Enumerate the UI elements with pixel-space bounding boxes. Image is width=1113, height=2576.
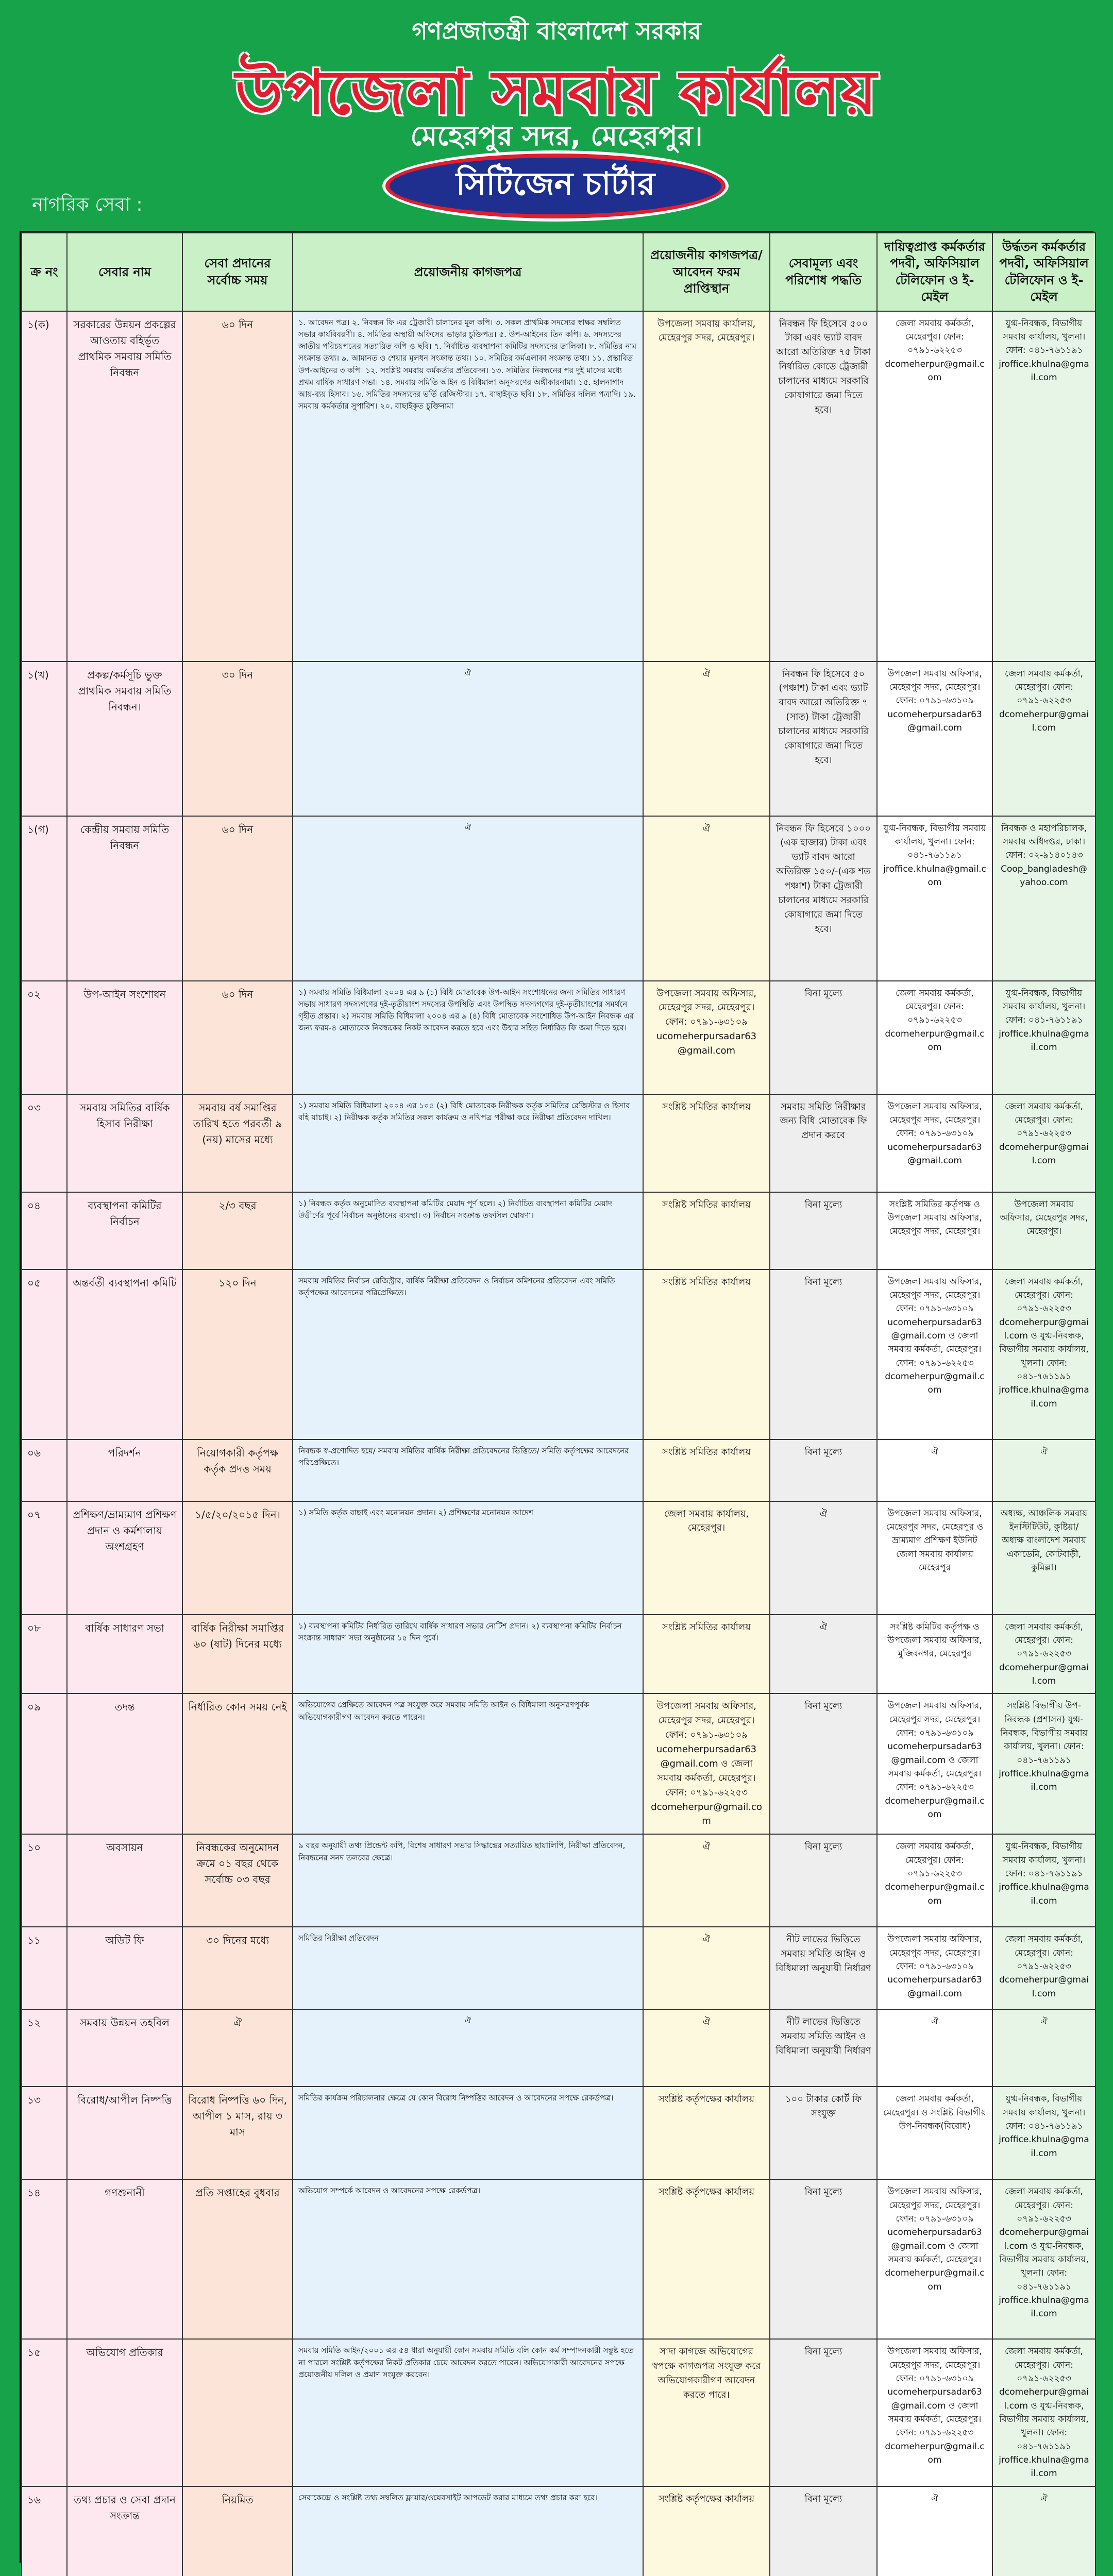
- cell-officer: জেলা সমবায় কর্মকর্তা, মেহেরপুর। ফোন: ০৭৯১-৬২২৫৩ dcomeherpur@gmail.com: [877, 981, 992, 1094]
- cell-place: ঐ: [643, 816, 770, 981]
- table-row: [22, 1269, 1095, 1439]
- table-row: [22, 2339, 1095, 2486]
- table-row: [22, 1501, 1095, 1615]
- cell-sl: ১১: [22, 1927, 67, 2009]
- cell-superior: জেলা সমবায় কর্মকর্তা, মেহেরপুর। ফোন: ০৭৯১-৬২২৫৩ dcomeherpur@gmail.com ও যুগ্ম-নিবন্ধক, বিভাগীয় সমবায় কার্যালয়, খুলনা। ফোন: ০৪১-৭৬১১৯১ jrofficе.khulna@gmail.com: [992, 2179, 1095, 2339]
- cell-superior: জেলা সমবায় কর্মকর্তা, মেহেরপুর। ফোন: ০৭৯১-৬২২৫৩ dcomeherpur@gmail.com ও যুগ্ম-নিবন্ধক, বিভাগীয় সমবায় কার্যালয়, খুলনা। ফোন: ০৪১-৭৬১১৯১ jrofficе.khulna@gmail.com: [992, 1269, 1095, 1439]
- table-row: [22, 662, 1095, 816]
- cell-name: প্রকল্প/কর্মসূচি ভুক্ত প্রাথমিক সমবায় সমিতি নিবন্ধন।: [67, 662, 182, 816]
- table-row: [22, 2087, 1095, 2179]
- cell-officer: সংশ্লিষ্ট কমিটির কর্তৃপক্ষ ও উপজেলা সমবায় অফিসার, মুজিবনগর, মেহেরপুর: [877, 1615, 992, 1694]
- cell-fee: সমবায় সমিতি নিরীক্ষার জন্য বিধি মোতাবেক ফি প্রদান করবে: [770, 1094, 877, 1192]
- cell-fee: বিনা মূল্যে: [770, 2179, 877, 2339]
- cell-fee: বিনা মূল্যে: [770, 2486, 877, 2576]
- cell-place: ঐ: [643, 662, 770, 816]
- cell-sl: ১৪: [22, 2179, 67, 2339]
- cell-docs: অভিযোগ সম্পর্কে আবেদন ও আবেদনের সপক্ষে রেকর্ডপত্র।: [293, 2179, 643, 2339]
- cell-superior: যুগ্ম-নিবন্ধক, বিভাগীয় সমবায় কার্যালয়, খুলনা। ফোন: ০৪১-৭৬১১৯১ jrofficе.khulna@gmail.com: [992, 2087, 1095, 2179]
- cell-superior: উপজেলা সমবায় অফিসার, মেহেরপুর সদর, মেহেরপুর।: [992, 1192, 1095, 1269]
- cell-superior: নিবন্ধক ও মহাপরিচালক, সমবায় অধিদপ্তর, ঢাকা। ফোন: ০২-৯১৪০১৪৩ Coop_bangladesh@ yahoo.com: [992, 816, 1095, 981]
- cell-sl: ১৬: [22, 2486, 67, 2576]
- cell-docs: ঐ: [293, 816, 643, 981]
- cell-sl: ১(গ): [22, 816, 67, 981]
- cell-superior: জেলা সমবায় কর্মকর্তা, মেহেরপুর। ফোন: ০৭৯১-৬২২৫৩ dcomeherpur@gmail.com: [992, 1094, 1095, 1192]
- cell-place: উপজেলা সমবায় অফিসার, মেহেরপুর সদর, মেহেরপুর। ফোন: ০৭৯১-৬৩১০৯ ucomeherpursadar63 @gmail.com ও জেলা সমবায় কর্মকর্তা, মেহেরপুর। ফোন: ০৭৯১-৬২২৫৩ dcomeherpur@gmail.com: [643, 1693, 770, 1834]
- cell-time: ৩০ দিনের মধ্যে: [182, 1927, 293, 2009]
- cell-docs: ঐ: [293, 662, 643, 816]
- table-row: [22, 311, 1095, 662]
- cell-docs: নিবন্ধক স্ব-প্রণোদিত হয়ে/ সমবায় সমিতির বার্ষিক নিরীক্ষা প্রতিবেদনের ভিত্তিতে/ সমিতি কর্তৃপক্ষের আবেদনের পরিপ্রেক্ষিতে।: [293, 1439, 643, 1501]
- cell-fee: বিনা মূল্যে: [770, 2339, 877, 2486]
- header-fee-method: সেবামূল্য এবং পরিশোধ পদ্ধতি: [770, 233, 877, 311]
- cell-officer: জেলা সমবায় কর্মকর্তা, মেহেরপুর। ও সংশ্লিষ্ট বিভাগীয় উপ-নিবন্ধক(বিরোধ): [877, 2087, 992, 2179]
- citizen-service-label: নাগরিক সেবা :: [32, 194, 143, 215]
- cell-place: ঐ: [643, 1834, 770, 1927]
- cell-place: সংশ্লিষ্ট সমিতির কার্যালয়: [643, 1094, 770, 1192]
- cell-sl: ০৬: [22, 1439, 67, 1501]
- table-body: [22, 311, 1095, 2576]
- cell-superior: জেলা সমবায় কর্মকর্তা, মেহেরপুর। ফোন: ০৭৯১-৬২২৫৩ dcomeherpur@gmail.com: [992, 1927, 1095, 2009]
- cell-time: [182, 2339, 293, 2486]
- cell-sl: ১(ক): [22, 311, 67, 662]
- cell-time: নিয়মিত: [182, 2486, 293, 2576]
- cell-fee: নিবন্ধন ফি হিসেবে ৫০ (পঞ্চাশ) টাকা এবং ভ্যাট বাবদ আরো অতিরিক্ত ৭ (সাত) টাকা ট্রেজারী চালানের মাধ্যমে সরকারি কোষাগারে জমা দিতে হবে।: [770, 662, 877, 816]
- cell-superior: ঐ: [992, 1439, 1095, 1501]
- cell-superior: সংশ্লিষ্ট বিভাগীয় উপ-নিবন্ধক (প্রশাসন) যুগ্ম-নিবন্ধক, বিভাগীয় সমবায় কার্যালয়, খুলনা। ফোন: ০৪১-৭৬১১৯১ jrofficе.khulna@gmail.com: [992, 1693, 1095, 1834]
- cell-time: নিবন্ধকের অনুমোদন ক্রমে ০১ বছর থেকে সর্বোচ্চ ০৩ বছর: [182, 1834, 293, 1927]
- cell-officer: উপজেলা সমবায় অফিসার, মেহেরপুর সদর, মেহেরপুর। ফোন: ০৭৯১-৬৩১০৯ ucomeherpursadar63 @gmail.com: [877, 1927, 992, 2009]
- table-row: [22, 1094, 1095, 1192]
- cell-docs: অভিযোগের প্রেক্ষিতে আবেদন পত্র সংযুক্ত করে সমবায় সমিতি আইন ও বিধিমালা অনুসরণপূর্বক অভিযোগকারীগণ আবেদন করতে পারেন।: [293, 1693, 643, 1834]
- cell-officer: জেলা সমবায় কর্মকর্তা, মেহেরপুর। ফোন: ০৭৯১-৬২২৫৩ dcomeherpur@gmail.com: [877, 1834, 992, 1927]
- cell-place: সংশ্লিষ্ট সমিতির কার্যালয়: [643, 1192, 770, 1269]
- cell-sl: ০৭: [22, 1501, 67, 1615]
- table-row: [22, 2009, 1095, 2087]
- cell-docs: সমবায় সমিতি আইন/২০০১ এর ৫৪ ধারা অনুযায়ী কোন সমবায় সমিতি বলি কোন কর্ম সম্পাদনকারী সন্তুষ্ট হতে না পারলে সংশ্লিষ্ট কর্তৃপক্ষের নিকট প্রতিকার চেয়ে আবেদন করতে পারেন। অভিযোগকারী আবেদনের সপক্ষে প্রয়োজনীয় দলিল ও প্রমাণ সংযুক্ত করবেন।: [293, 2339, 643, 2486]
- cell-time: ১/৫/২০/২০১৫ দিন।: [182, 1501, 293, 1615]
- cell-name: অডিট ফি: [67, 1927, 182, 2009]
- charter-table-container: [20, 231, 1093, 2563]
- cell-place: সংশ্লিষ্ট কর্তৃপক্ষের কার্যালয়: [643, 2087, 770, 2179]
- cell-officer: উপজেলা সমবায় অফিসার, মেহেরপুর সদর, মেহেরপুর। ফোন: ০৭৯১-৬৩১০৯ ucomeherpursadar63 @gmail.com: [877, 1094, 992, 1192]
- citizen-charter-badge: [385, 154, 726, 218]
- cell-place: উপজেলা সমবায় কার্যালয়, মেহেরপুর সদর, মেহেরপুর।: [643, 311, 770, 662]
- cell-officer: সংশ্লিষ্ট সমিতির কর্তৃপক্ষ ও উপজেলা সমবায় অফিসার, মেহেরপুর সদর, মেহেরপুর।: [877, 1192, 992, 1269]
- cell-name: বিরোধ/আপীল নিষ্পত্তি: [67, 2087, 182, 2179]
- cell-time: ৬০ দিন: [182, 981, 293, 1094]
- cell-place: সংশ্লিষ্ট সমিতির কার্যালয়: [643, 1439, 770, 1501]
- cell-officer: ঐ: [877, 1439, 992, 1501]
- cell-time: প্রতি সপ্তাহের বুধবার: [182, 2179, 293, 2339]
- govt-title: গণপ্রজাতন্ত্রী বাংলাদেশ সরকার: [412, 17, 701, 45]
- table-header-row: [22, 233, 1095, 311]
- cell-officer: উপজেলা সমবায় অফিসার, মেহেরপুর সদর, মেহেরপুর। ফোন: ০৭৯১-৬৩১০৯ ucomeherpursadar63 @gmail.com ও জেলা সমবায় কর্মকর্তা, মেহেরপুর। dcomeherpur@gmail.com: [877, 2179, 992, 2339]
- cell-superior: ঐ: [992, 2009, 1095, 2087]
- cell-fee: ঐ: [770, 1501, 877, 1615]
- cell-fee: নিবন্ধন ফি হিসেবে ১০০০ (এক হাজার) টাকা এবং ভ্যাট বাবদ আরো অতিরিক্ত ১৫০/-(এক শত পঞ্চাশ) টাকা ট্রেজারী চালানের মাধ্যমে সরকারি কোষাগারে জমা দিতে হবে।: [770, 816, 877, 981]
- cell-fee: নিবন্ধন ফি হিসেবে ৫০০ টাকা এবং ভ্যাট বাবদ আরো অতিরিক্ত ৭৫ টাকা নির্ধারিত কোডে ট্রেজারী চালানের মাধ্যমে সরকারি কোষাগারে জমা দিতে হবে।: [770, 311, 877, 662]
- cell-name: কেন্দ্রীয় সমবায় সমিতি নিবন্ধন: [67, 816, 182, 981]
- cell-place: সংশ্লিষ্ট কর্তৃপক্ষের কার্যালয়: [643, 2179, 770, 2339]
- cell-sl: ০২: [22, 981, 67, 1094]
- cell-docs: ১) সমবায় সমিতি বিধিমালা ২০০৪ এর ১০৫ (২) বিধি মোতাবেক নিরীক্ষক কর্তৃক সমিতির রেজিস্টার ও হিসাব বহি যাচাই। ২) নিরীক্ষক কর্তৃক সমিতির সকল কার্যক্রম ও নথিপত্র পরীক্ষা করে নিরীক্ষা প্রতিবেদন দাখিল।: [293, 1094, 643, 1192]
- cell-sl: ১২: [22, 2009, 67, 2087]
- cell-place: ঐ: [643, 1927, 770, 2009]
- cell-time: বিরোধ নিষ্পত্তি ৬০ দিন, আপীল ১ মাস, রায় ৩ মাস: [182, 2087, 293, 2179]
- cell-superior: জেলা সমবায় কর্মকর্তা, মেহেরপুর। ফোন: ০৭৯১-৬২২৫৩ dcomeherpur@gmail.com ও যুগ্ম-নিবন্ধক, বিভাগীয় সমবায় কার্যালয়, খুলনা। ফোন: ০৪১-৭৬১১৯১ jrofficе.khulna@gmail.com: [992, 2339, 1095, 2486]
- cell-name: তদন্ত: [67, 1693, 182, 1834]
- cell-superior: যুগ্ম-নিবন্ধক, বিভাগীয় সমবায় কার্যালয়, খুলনা। ফোন: ০৪১-৭৬১১৯১ jrofficе.khulna@gmail.com: [992, 1834, 1095, 1927]
- cell-sl: ১(খ): [22, 662, 67, 816]
- cell-name: উপ-আইন সংশোধন: [67, 981, 182, 1094]
- cell-officer: ঐ: [877, 2486, 992, 2576]
- header-form-source: প্রয়োজনীয় কাগজপত্র/ আবেদন ফরম প্রাপ্তিস্থান: [643, 233, 770, 311]
- cell-place: জেলা সমবায় কার্যালয়, মেহেরপুর।: [643, 1501, 770, 1615]
- cell-superior: জেলা সমবায় কর্মকর্তা, মেহেরপুর। ফোন: ০৭৯১-৬২২৫৩ dcomeherpur@gmail.com: [992, 662, 1095, 816]
- cell-officer: উপজেলা সমবায় অফিসার, মেহেরপুর সদর, মেহেরপুর ও ভ্রাম্যমাণ প্রশিক্ষণ ইউনিট জেলা সমবায় কার্যালয় মেহেরপুর: [877, 1501, 992, 1615]
- cell-docs: ঐ: [293, 2009, 643, 2087]
- header-responsible-officer: দায়িত্বপ্রাপ্ত কর্মকর্তার পদবী, অফিসিয়াল টেলিফোন ও ই-মেইল: [877, 233, 992, 311]
- cell-fee: নীট লাভের ভিত্তিতে সমবায় সমিতি আইন ও বিধিমালা অনুযায়ী নির্ধারণ: [770, 1927, 877, 2009]
- cell-fee: বিনা মূল্যে: [770, 1269, 877, 1439]
- cell-fee: বিনা মূল্যে: [770, 1439, 877, 1501]
- citizen-charter-table: [21, 232, 1096, 2576]
- cell-superior: অধ্যক্ষ, আঞ্চলিক সমবায় ইনস্টিটিউট, কুষ্টিয়া/ অধ্যক্ষ বাংলাদেশ সমবায় একাডেমি, কোটবাড়ী, কুমিল্লা।: [992, 1501, 1095, 1615]
- cell-docs: ১. আবেদন পত্র। ২. নিবন্ধন ফি এর ট্রেজারী চালানের মূল কপি। ৩. সকল প্রাথমিক সদস্যের স্বাক্ষর সম্বলিত সভার কার্যবিবরণী। ৪. সমিতির অস্থায়ী অফিসের ভাড়ার চুক্তিপত্র। ৫. উপ-আইনের তিন কপি। ৬. সদস্যদের জাতীয় পরিচয়পত্রের সত্যায়িত কপি ও ছবি। ৭. নির্বাচিত ব্যবস্থাপনা কমিটির সদস্যদের তালিকা। ৮. সমিতির নাম সংক্রান্ত তথ্য। ৯. আমানত ও শেয়ার মূলধন সংক্রান্ত তথ্য। ১০. সমিতির কর্মএলাকা সংক্রান্ত তথ্য। ১১. প্রস্তাবিত উপ-আইনের ৩ কপি। ১২. সংশ্লিষ্ট সমবায় কর্মকর্তার প্রতিবেদন। ১৩. সমিতির নিবন্ধনের পর দুই মাসের মধ্যে প্রথম বার্ষিক সাধারণ সভা। ১৪. সমবায় সমিতি আইন ও বিধিমালা অনুসরণের অঙ্গীকারনামা। ১৫. হালনাগাদ আয়-ব্যয় হিসাব। ১৬. সমিতির সদস্যদের ভর্তি রেজিস্টার। ১৭. বাছাইকৃত ছবি। ১৮. সমিতির দলিল পত্রাদি। ১৯. সমবায় কর্মকর্তার সুপারিশ। ২০. বাছাইকৃত চুক্তিনামা: [293, 311, 643, 662]
- table-row: [22, 2486, 1095, 2576]
- table-row: [22, 1192, 1095, 1269]
- cell-time: নির্ধারিত কোন সময় নেই: [182, 1693, 293, 1834]
- cell-officer: জেলা সমবায় কর্মকর্তা, মেহেরপুর। ফোন: ০৭৯১-৬২২৫৩ dcomeherpur@gmail.com: [877, 311, 992, 662]
- cell-name: প্রশিক্ষণ/ভ্রাম্যমাণ প্রশিক্ষণ প্রদান ও কর্মশালায় অংশগ্রহণ: [67, 1501, 182, 1615]
- cell-place: সংশ্লিষ্ট কর্তৃপক্ষের কার্যালয়: [643, 2486, 770, 2576]
- cell-docs: সমবায় সমিতির নির্বাচন রেজিস্ট্রার, বার্ষিক নিরীক্ষা প্রতিবেদন ও নির্বাচন কমিশনের প্রতিবেদন এবং সমিতি কর্তৃপক্ষের আবেদনের পরিপ্রেক্ষিতে।: [293, 1269, 643, 1439]
- cell-docs: ১) সমবায় সমিতি বিধিমালা ২০০৪ এর ৯ (১) বিধি মোতাবেক উপ-আইন সংশোধনের জন্য সমিতির সাধারণ সভায় সাধারণ সদস্যগণের দুই-তৃতীয়াংশ সদস্যের উপস্থিতি এবং উপস্থিত সদস্যগণের দুই-তৃতীয়াংশের সমর্থনে গৃহীত প্রস্তাব। ২) সমবায় সমিতি বিধিমালা ২০০৪ এর ৯ (৪) বিধি মোতাবেক সংশোধিত উপ-আইন নিবন্ধক এর জন্য ফরম-৪ মোতাবেক নিবন্ধকের নিকট আবেদন করতে হবে এবং উহার সহিত নির্ধারিত ফি জমা দিতে হবে।: [293, 981, 643, 1094]
- cell-sl: ০৫: [22, 1269, 67, 1439]
- header-service-name: সেবার নাম: [67, 233, 182, 311]
- cell-time: ৩০ দিন: [182, 662, 293, 816]
- cell-sl: ০৮: [22, 1615, 67, 1694]
- cell-place: উপজেলা সমবায় অফিসার, মেহেরপুর সদর, মেহেরপুর। ফোন: ০৭৯১-৬৩১০৯ ucomeherpursadar63 @gmail.com: [643, 981, 770, 1094]
- cell-place: ঐ: [643, 2009, 770, 2087]
- cell-name: তথ্য প্রচার ও সেবা প্রদান সংক্রান্ত: [67, 2486, 182, 2576]
- cell-name: ব্যবস্থাপনা কমিটির নির্বাচন: [67, 1192, 182, 1269]
- cell-officer: উপজেলা সমবায় অফিসার, মেহেরপুর সদর, মেহেরপুর। ফোন: ০৭৯১-৬৩১০৯ ucomeherpursadar63 @gmail.com ও জেলা সমবায় কর্মকর্তা, মেহেরপুর। ফোন: ০৭৯১-৬২২৫৩ dcomeherpur@gmail.com: [877, 1693, 992, 1834]
- cell-time: ২/৩ বছর: [182, 1192, 293, 1269]
- cell-time: ৬০ দিন: [182, 311, 293, 662]
- cell-officer: উপজেলা সমবায় অফিসার, মেহেরপুর সদর, মেহেরপুর। ফোন: ০৭৯১-৬৩১০৯ ucomeherpursadar63 @gmail.com ও জেলা সমবায় কর্মকর্তা, মেহেরপুর। ফোন: ০৭৯১-৬২২৫৩ dcomeherpur@gmail.com: [877, 2339, 992, 2486]
- table-row: [22, 1693, 1095, 1834]
- header-max-time: সেবা প্রদানের সর্বোচ্চ সময়: [182, 233, 293, 311]
- table-row: [22, 816, 1095, 981]
- cell-name: সরকারের উন্নয়ন প্রকল্পের আওতায় বহির্ভূত প্রাথমিক সমবায় সমিতি নিবন্ধন: [67, 311, 182, 662]
- table-row: [22, 2179, 1095, 2339]
- office-location: মেহেরপুর সদর, মেহেরপুর।: [410, 120, 703, 152]
- cell-name: অবসায়ন: [67, 1834, 182, 1927]
- cell-time: নিয়োগকারী কর্তৃপক্ষ কর্তৃক প্রদত্ত সময়: [182, 1439, 293, 1501]
- table-row: [22, 1834, 1095, 1927]
- cell-time: ঐ: [182, 2009, 293, 2087]
- cell-sl: ১৩: [22, 2087, 67, 2179]
- cell-officer: উপজেলা সমবায় অফিসার, মেহেরপুর সদর, মেহেরপুর। ফোন: ০৭৯১-৬৩১০৯ ucomeherpursadar63 @gmail.com: [877, 662, 992, 816]
- table-row: [22, 1439, 1095, 1501]
- cell-name: অন্তর্বর্তী ব্যবস্থাপনা কমিটি: [67, 1269, 182, 1439]
- cell-superior: যুগ্ম-নিবন্ধক, বিভাগীয় সমবায় কার্যালয়, খুলনা। ফোন: ০৪১-৭৬১১৯১ jrofficе.khulna@gmail.com: [992, 981, 1095, 1094]
- table-row: [22, 981, 1095, 1094]
- header-superior-officer: উর্দ্ধতন কর্মকর্তার পদবী, অফিসিয়াল টেলিফোন ও ই-মেইল: [992, 233, 1095, 311]
- cell-name: বার্ষিক সাধারণ সভা: [67, 1615, 182, 1694]
- cell-name: গণশুনানী: [67, 2179, 182, 2339]
- header-required-docs: প্রয়োজনীয় কাগজপত্র: [293, 233, 643, 311]
- citizen-charter-title: সিটিজেন চার্টার: [456, 164, 655, 202]
- cell-time: সমবায় বর্ষ সমাপ্তির তারিখ হতে পরবর্তী ৯ (নয়) মাসের মধ্যে: [182, 1094, 293, 1192]
- cell-sl: ১০: [22, 1834, 67, 1927]
- cell-docs: সেবাকেন্দ্রে ও সংশ্লিষ্ট তথ্য সম্বলিত ফ্লায়ার/ওয়েবসাইট আপডেট করার মাধ্যমে তথ্য প্রচার করা হবে।: [293, 2486, 643, 2576]
- cell-officer: উপজেলা সমবায় অফিসার, মেহেরপুর সদর, মেহেরপুর। ফোন: ০৭৯১-৬৩১০৯ ucomeherpursadar63 @gmail.com ও জেলা সমবায় কর্মকর্তা, মেহেরপুর। ফোন: ০৭৯১-৬২২৫৩ dcomeherpur@gmail.com: [877, 1269, 992, 1439]
- cell-sl: ১৫: [22, 2339, 67, 2486]
- cell-docs: ১) নিবন্ধক কর্তৃক অনুমোদিত ব্যবস্থাপনা কমিটির মেয়াদ পূর্ণ হলে। ২) নির্বাচিত ব্যবস্থাপনা কমিটির মেয়াদ উত্তীর্ণের পূর্বে নির্বাচন অনুষ্ঠানের ব্যবস্থা। ৩) নির্বাচন সংক্রান্ত তফসিল ঘোষণা।: [293, 1192, 643, 1269]
- cell-name: পরিদর্শন: [67, 1439, 182, 1501]
- cell-place: সাদা কাগজে অভিযোগের স্বপক্ষে কাগজপত্র সংযুক্ত করে অভিযোগকারীগণ আবেদন করতে পারে।: [643, 2339, 770, 2486]
- cell-officer: যুগ্ম-নিবন্ধক, বিভাগীয় সমবায় কার্যালয়, খুলনা। ফোন: ০৪১-৭৬১১৯১ jrofficе.khulna@gmail.com: [877, 816, 992, 981]
- cell-time: বার্ষিক নিরীক্ষা সমাপ্তির ৬০ (ষাট) দিনের মধ্যে: [182, 1615, 293, 1694]
- cell-fee: বিনা মূল্যে: [770, 1834, 877, 1927]
- cell-docs: সমিতির কার্যক্রম পরিচালনার ক্ষেত্রে যে কোন বিরোধ নিষ্পত্তির আবেদন ও আবেদনের সপক্ষে রেকর্ডপত্র।: [293, 2087, 643, 2179]
- cell-superior: ঐ: [992, 2486, 1095, 2576]
- cell-time: ১২০ দিন: [182, 1269, 293, 1439]
- cell-officer: ঐ: [877, 2009, 992, 2087]
- cell-docs: সমিতির নিরীক্ষা প্রতিবেদন: [293, 1927, 643, 2009]
- header-serial: ক্র নং: [22, 233, 67, 311]
- cell-name: সমবায় সমিতির বার্ষিক হিসাব নিরীক্ষা: [67, 1094, 182, 1192]
- table-row: [22, 1615, 1095, 1694]
- cell-sl: ০৪: [22, 1192, 67, 1269]
- table-row: [22, 1927, 1095, 2009]
- cell-docs: ৯ বছর অনুযায়ী তথ্য প্রিন্ডেন্ট কপি, বিশেষ সাধারণ সভার সিদ্ধান্তের সত্যায়িত ছায়ালিপি, নিরীক্ষা প্রতিবেদন, নিবন্ধনের সনদ তলবের ক্ষেত্রে।: [293, 1834, 643, 1927]
- cell-fee: বিনা মূল্যে: [770, 1192, 877, 1269]
- cell-fee: ঐ: [770, 1615, 877, 1694]
- cell-time: ৬০ দিন: [182, 816, 293, 981]
- cell-sl: ০৩: [22, 1094, 67, 1192]
- cell-fee: বিনা মূল্যে: [770, 1693, 877, 1834]
- cell-superior: যুগ্ম-নিবন্ধক, বিভাগীয় সমবায় কার্যালয়, খুলনা। ফোন: ০৪১-৭৬১১৯১ jrofficе.khulna@gmail.com: [992, 311, 1095, 662]
- cell-fee: বিনা মূল্যে: [770, 981, 877, 1094]
- cell-superior: জেলা সমবায় কর্মকর্তা, মেহেরপুর। ফোন: ০৭৯১-৬২২৫৩ dcomeherpur@gmail.com: [992, 1615, 1095, 1694]
- cell-name: সমবায় উন্নয়ন তহবিল: [67, 2009, 182, 2087]
- cell-fee: ১০০ টাকার কোর্ট ফি সংযুক্ত: [770, 2087, 877, 2179]
- cell-docs: ১) ব্যবস্থাপনা কমিটির নির্ধারিত তারিখে বার্ষিক সাধারণ সভার নোটিশ প্রদান। ২) ব্যবস্থাপনা কমিটির নির্বাচন সংক্রান্ত সাধারণ সভা অনুষ্ঠানের ১৫ দিন পূর্বে।: [293, 1615, 643, 1694]
- cell-docs: ১) সমিতি কর্তৃক বাছাই এবং মনোনয়ন প্রদান। ২) প্রশিক্ষণের মনোনয়ন আদেশ: [293, 1501, 643, 1615]
- cell-sl: ০৯: [22, 1693, 67, 1834]
- office-title: উপজেলা সমবায় কার্যালয়: [235, 57, 878, 128]
- cell-place: সংশ্লিষ্ট সমিতির কার্যালয়: [643, 1269, 770, 1439]
- cell-place: সংশ্লিষ্ট সমিতির কার্যালয়: [643, 1615, 770, 1694]
- cell-name: অভিযোগ প্রতিকার: [67, 2339, 182, 2486]
- cell-fee: নীট লাভের ভিত্তিতে সমবায় সমিতি আইন ও বিধিমালা অনুযায়ী নির্ধারণ: [770, 2009, 877, 2087]
